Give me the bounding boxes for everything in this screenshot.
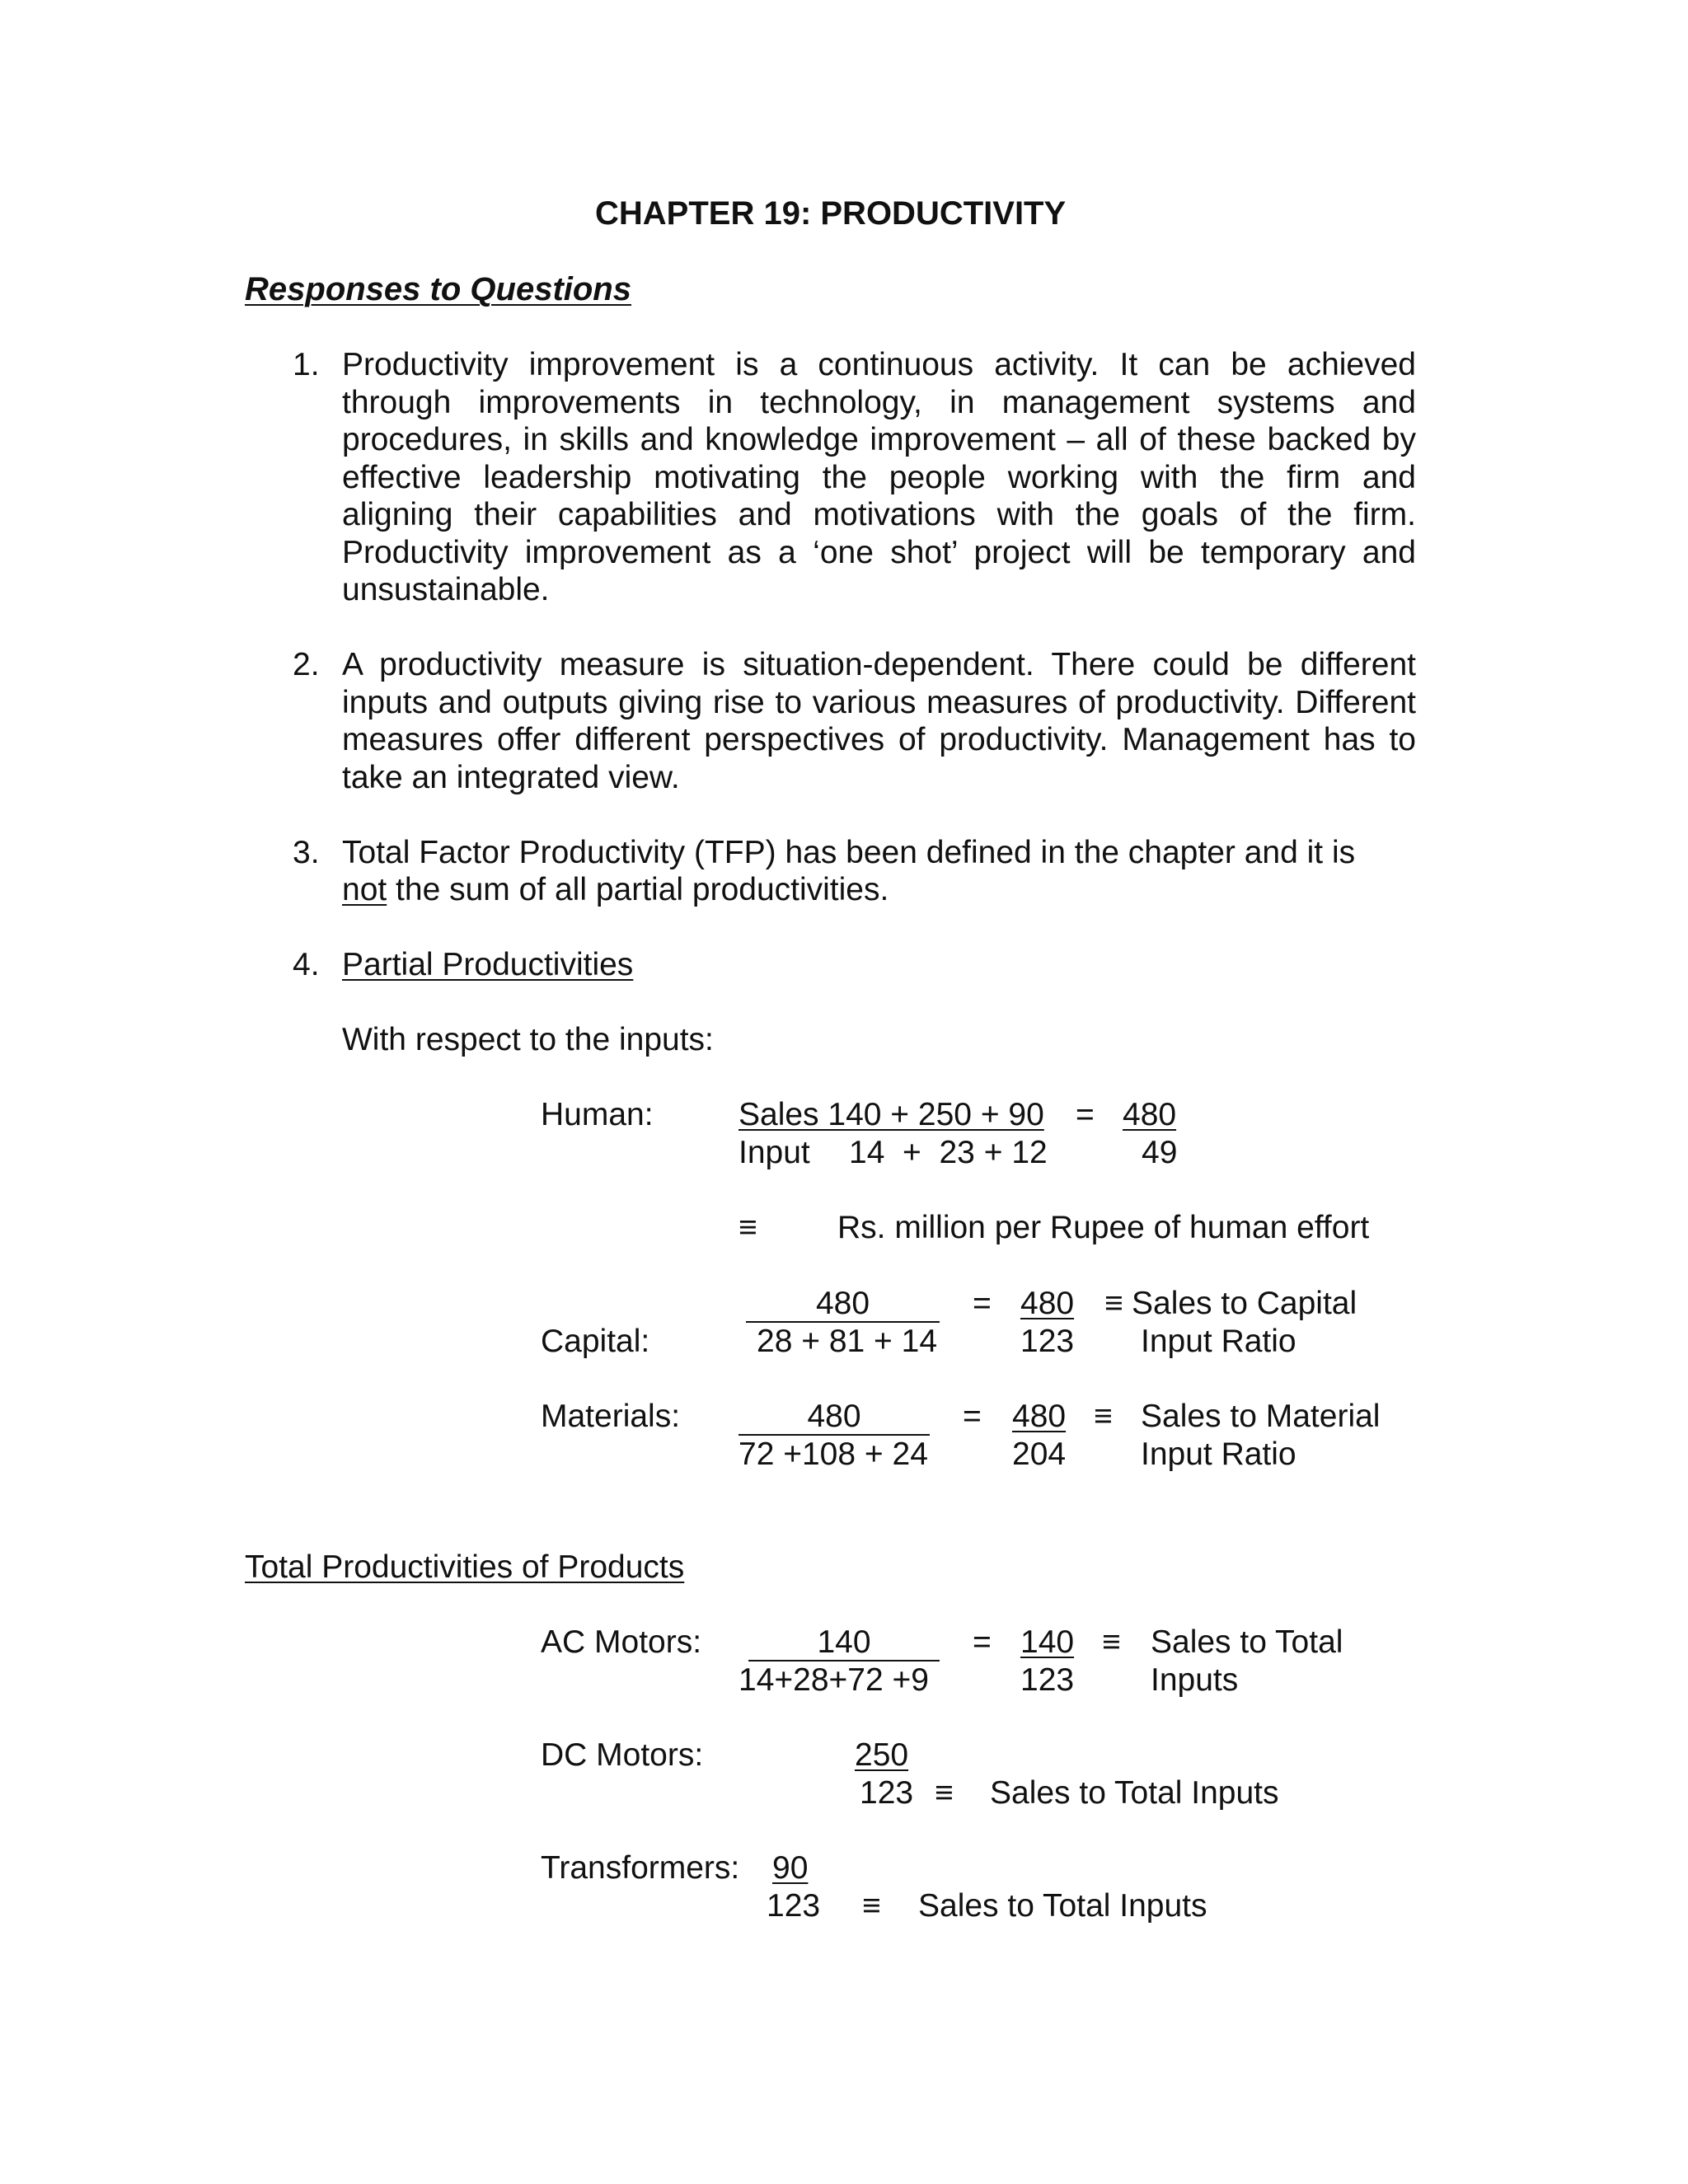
human-denominator: 14 + 23 + 12 [849,1135,1048,1170]
item-text: Total Factor Productivity (TFP) has been defined in the chapter and it is [342,835,1356,870]
materials-note-line1: Sales to Material [1141,1399,1381,1434]
item-text: Productivity improvement is a continuous activity. It can be achieved through improvements in technology, in management systems and procedures, in skills and knowledge improvement – all of these backed by effective leadership motivating the people working with the firm and aligning their capabilities and motivations with the goals of the firm. Productivity improvement as a ‘one shot’ project will be temporary and unsustainable. [342,347,1416,607]
materials-result-denominator: 204 [1012,1436,1067,1472]
item-number: 2. [293,647,320,682]
item-text: A productivity measure is situation-dependent. There could be different inputs and outputs giving rise to various measures of productivity. Different measures offer different perspectives of productivity. Management has to take an integrated view. [342,647,1416,795]
ac-motors-numerator: 140 [817,1624,871,1660]
human-result-numerator: 480 [1123,1097,1177,1132]
dc-motors-denominator: 123 [860,1775,914,1811]
human-label: Human: [541,1097,654,1132]
equivalence-symbol: ≡ [738,1210,757,1245]
materials-label: Materials: [541,1399,681,1434]
capital-label: Capital: [541,1324,650,1359]
transformers-label: Transformers: [541,1850,740,1886]
dc-motors-note: Sales to Total Inputs [990,1775,1279,1811]
equivalence-symbol: ≡ [1104,1286,1123,1321]
ac-motors-result-numerator: 140 [1020,1624,1075,1660]
human-denominator-word: Input [738,1135,810,1170]
human-result-denominator: 49 [1142,1135,1178,1170]
page-title: CHAPTER 19: PRODUCTIVITY [595,195,1067,232]
total-heading: Total Productivities of Products [245,1549,685,1585]
item-heading: Partial Productivities [342,947,634,982]
capital-equals: = [973,1286,992,1321]
transformers-denominator: 123 [767,1888,821,1924]
capital-result-denominator: 123 [1020,1324,1075,1359]
human-numerator: Sales 140 + 250 + 90 [738,1097,1044,1132]
item-number: 1. [293,347,320,382]
item-number: 4. [293,947,320,982]
ac-motors-label: AC Motors: [541,1624,702,1660]
materials-denominator: 72 +108 + 24 [738,1436,928,1472]
item-intro: With respect to the inputs: [342,1022,714,1057]
item-number: 3. [293,835,320,870]
materials-numerator: 480 [807,1399,861,1434]
ac-motors-result-denominator: 123 [1020,1662,1075,1698]
human-equals: = [1076,1097,1095,1132]
equivalence-symbol: ≡ [1102,1624,1121,1660]
equivalence-symbol: ≡ [935,1775,954,1811]
materials-equals: = [963,1399,982,1434]
capital-note-line2: Input Ratio [1141,1324,1296,1359]
ac-motors-note-line2: Inputs [1151,1662,1239,1698]
equivalence-symbol: ≡ [1094,1399,1113,1434]
human-note: Rs. million per Rupee of human effort [837,1210,1370,1245]
capital-result-numerator: 480 [1020,1286,1075,1321]
item-text-continued [342,871,889,909]
ac-motors-note-line1: Sales to Total [1151,1624,1343,1660]
capital-denominator: 28 + 81 + 14 [757,1324,938,1359]
ac-motors-denominator: 14+28+72 +9 [738,1662,929,1698]
dc-motors-numerator: 250 [855,1737,909,1773]
capital-numerator: 480 [815,1286,870,1321]
emphasis-not: not [342,872,387,907]
transformers-note: Sales to Total Inputs [918,1888,1207,1924]
transformers-numerator: 90 [772,1850,809,1886]
materials-note-line2: Input Ratio [1141,1436,1296,1472]
dc-motors-label: DC Motors: [541,1737,704,1773]
materials-result-numerator: 480 [1012,1399,1067,1434]
item-text-rest: the sum of all partial productivities. [387,872,889,907]
section-heading: Responses to Questions [245,271,631,307]
ac-motors-equals: = [973,1624,992,1660]
capital-note-line1: Sales to Capital [1132,1286,1357,1321]
equivalence-symbol: ≡ [862,1888,881,1924]
